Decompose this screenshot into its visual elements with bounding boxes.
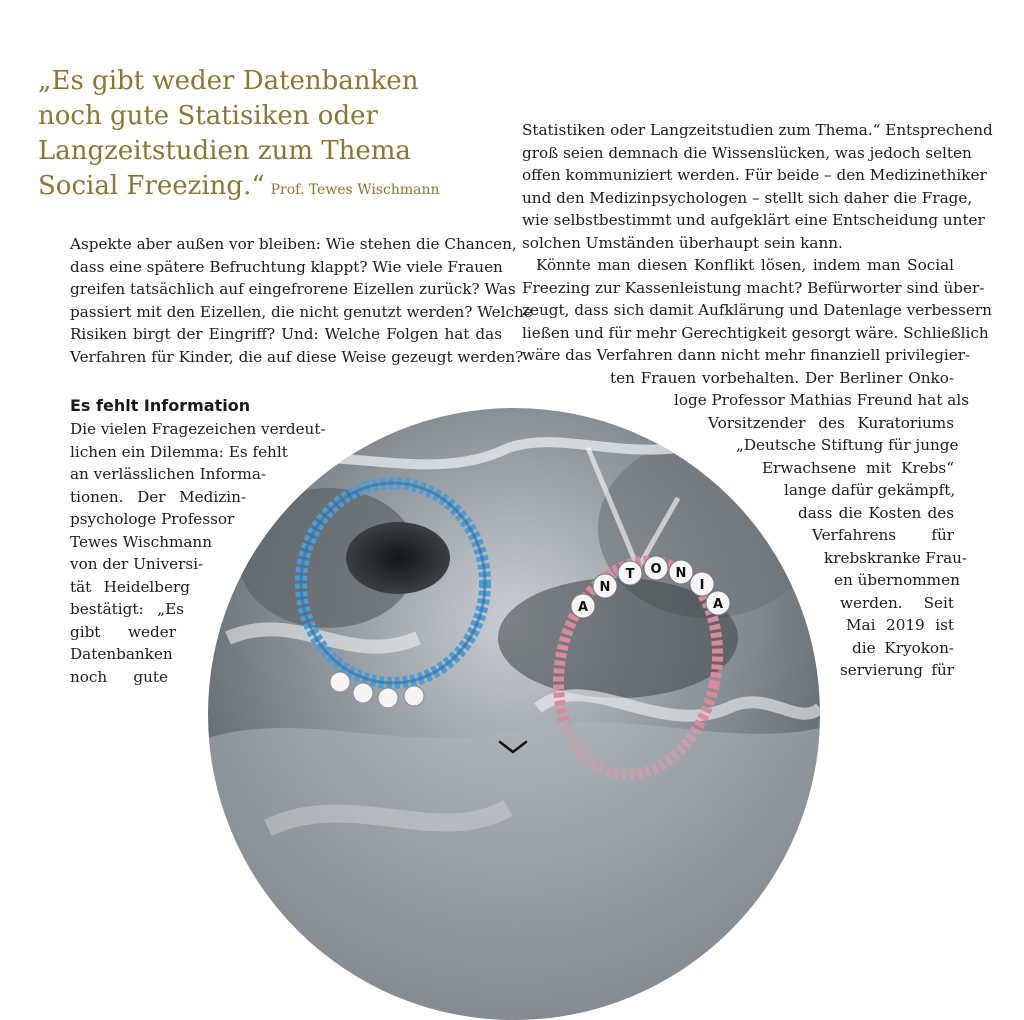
text-line: noch gute — [70, 667, 168, 686]
quote-line-text: Social Freezing.“ — [38, 171, 265, 201]
text-line: krebskranke Frau- — [824, 548, 968, 567]
text-line: werden. Seit — [840, 593, 954, 612]
text-line: Vorsitzender des Kuratoriums — [708, 413, 954, 432]
text-line: Verfahren für Kinder, die auf diese Weise gezeugt werden? — [70, 347, 524, 366]
text-line: offen kommuniziert werden. Für beide – den Medizinethiker — [522, 166, 987, 184]
text-line: loge Professor Mathias Freund hat als — [674, 391, 969, 409]
text-line: psychologe Professor — [70, 510, 235, 528]
text-line: Mai 2019 ist — [846, 616, 954, 634]
text-line: Statistiken oder Langzeitstudien zum Thema.“ Entsprechend — [522, 121, 993, 139]
text-line: servierung für — [840, 661, 954, 679]
text-line: Tewes Wischmann — [70, 532, 212, 551]
chevron-down-icon[interactable] — [496, 738, 530, 756]
text-line: Freezing zur Kassenleistung macht? Befürworter sind über- — [522, 278, 985, 297]
right-column-text — [522, 119, 993, 682]
text-line: dass die Kosten des — [798, 503, 954, 522]
text-line: lichen ein Dilemma: Es fehlt — [70, 442, 288, 461]
section-text — [70, 418, 326, 688]
text-line: und den Medizinpsychologen – stellt sich daher die Frage, — [522, 188, 973, 207]
text-line: Datenbanken — [70, 645, 173, 663]
quote-line: noch gute Statisiken oder — [38, 101, 378, 131]
bead-letter: A — [712, 597, 724, 612]
text-line: „Deutsche Stiftung für junge — [736, 436, 959, 454]
text-line: wäre das Verfahren dann nicht mehr finanziell privilegier- — [522, 346, 971, 364]
text-line: von der Universi- — [70, 555, 204, 573]
text-line: lange dafür gekämpft, — [784, 481, 956, 499]
section-heading: Es fehlt Information — [70, 396, 251, 415]
text-line: ließen und für mehr Gerechtigkeit gesorgt wäre. Schließlich — [522, 323, 989, 342]
text-line: zeugt, dass sich damit Aufklärung und Datenlage verbessern — [522, 301, 992, 319]
text-line: Erwachsene mit Krebs“ — [762, 458, 954, 477]
text-line: Die vielen Fragezeichen verdeut- — [70, 420, 326, 438]
text-line: ten Frauen vorbehalten. Der Berliner Onko- — [610, 368, 954, 387]
text-line: bestätigt: „Es — [70, 600, 184, 618]
quote-author: Prof. Tewes Wischmann — [270, 182, 440, 198]
bead-letter: A — [577, 600, 589, 615]
bead-letter: N — [599, 580, 611, 595]
text-line: Könnte man diesen Konflikt lösen, indem man Social — [536, 256, 954, 274]
text-line: dass eine spätere Befruchtung klappt? Wie viele Frauen — [70, 257, 503, 276]
bead-letter: T — [625, 567, 635, 582]
text-line: tionen. Der Medizin- — [70, 487, 246, 506]
text-line: Aspekte aber außen vor bleiben: Wie stehen die Chancen, — [70, 235, 517, 253]
bead-letter: I — [699, 578, 705, 593]
pull-quote — [38, 64, 508, 208]
text-line: solchen Umständen überhaupt sein kann. — [522, 233, 843, 252]
text-line: Risiken birgt der Eingriff? Und: Welche Folgen hat das — [70, 325, 502, 343]
bead-letter: N — [675, 566, 687, 581]
text-line: gibt weder — [70, 622, 176, 641]
left-column-text — [70, 233, 533, 368]
ice-hole — [346, 522, 450, 594]
text-line: Verfahrens für — [812, 526, 954, 544]
text-line: en übernommen — [834, 571, 960, 589]
quote-line: Langzeitstudien zum Thema — [38, 136, 411, 166]
text-line: groß seien demnach die Wissenslücken, was jedoch selten — [522, 143, 972, 162]
text-line: die Kryokon- — [852, 638, 954, 657]
text-line: an verlässlichen Informa- — [70, 465, 266, 483]
quote-line: „Es gibt weder Datenbanken — [38, 66, 419, 96]
text-line: tät Heidelberg — [70, 577, 190, 596]
text-line: wie selbstbestimmt und aufgeklärt eine Entscheidung unter — [522, 211, 985, 229]
quote-line — [38, 169, 508, 208]
text-line: passiert mit den Eizellen, die nicht genutzt werden? Welche — [70, 302, 533, 321]
text-line: greifen tatsächlich auf eingefrorene Eizellen zurück? Was — [70, 280, 516, 298]
bead-letter: O — [650, 562, 662, 577]
